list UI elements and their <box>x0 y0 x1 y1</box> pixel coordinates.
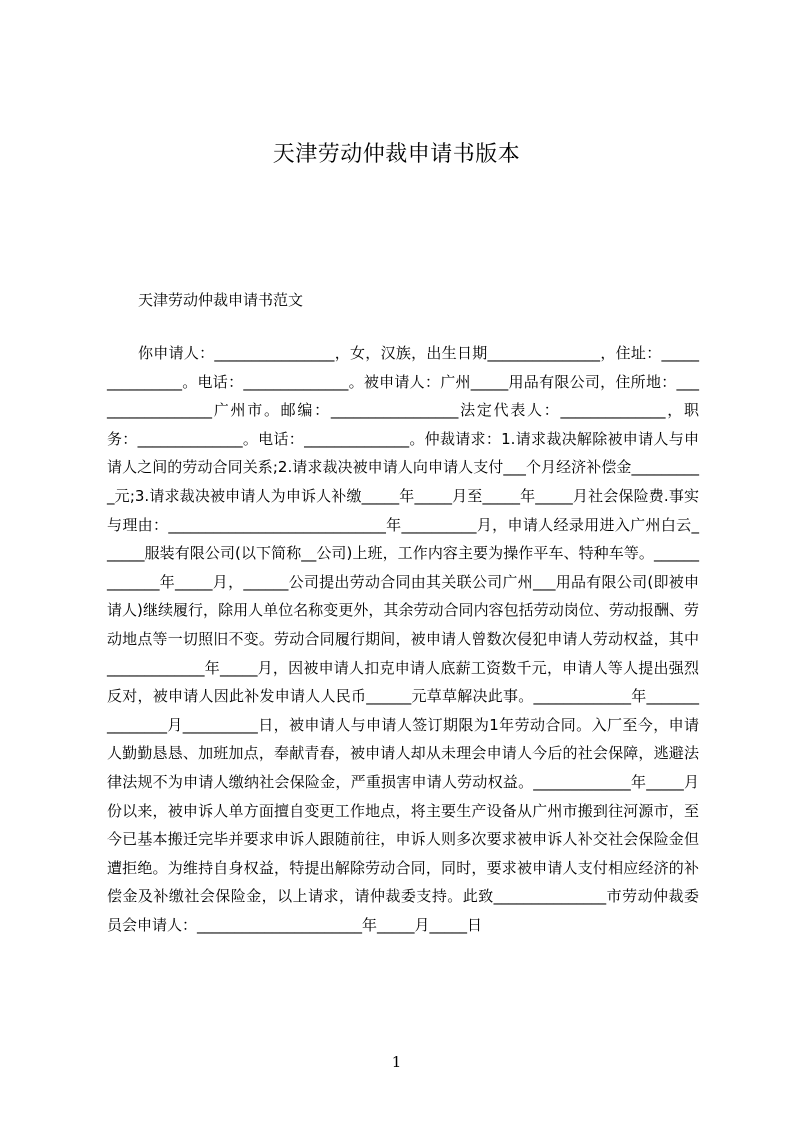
page-number: 1 <box>391 1053 402 1071</box>
body-paragraph: 你申请人：________________，女，汉族，出生日期_______________，住址：_______________。电话：______________。被申请人：广州_____用品有限公司，住所地：_________________广州市。邮编：_________________法定代表人：______________，职务：______________。电话：______________。仲裁请求：1.请求裁决解除被申请人与申请人之间的劳动合同关系;2.请求裁决被申请人向申请人支付___个月经济补偿金__________元;3.请求裁决被申请人为申诉人补缴_____年_____月至_____年_____月社会保险费.事实与理由：_____________________________年__________月，申请人经录用进入广州白云______服装有限公司(以下简称__公司)上班，工作内容主要为操作平车、特种车等。_____________年_____月，______公司提出劳动合同由其关联公司广州___用品有限公司(即被申请人)继续履行，除用人单位名称变更外，其余劳动合同内容包括劳动岗位、劳动报酬、劳动地点等一切照旧不变。劳动合同履行期间，被申请人曾数次侵犯申请人劳动权益，其中_____________年_____月，因被申请人扣克申请人底薪工资数千元，申请人等人提出强烈反对，被申请人因此补发申请人人民币______元草草解决此事。_____________年_______________月__________日，被申请人与申请人签订期限为1年劳动合同。入厂至今，申请人勤勤恳恳、加班加点，奉献青春，被申请人却从未理会申请人今后的社会保障，逃避法律法规不为申请人缴纳社会保险金，严重损害申请人劳动权益。_____________年_____月份以来，被申诉人单方面擅自变更工作地点，将主要生产设备从广州市搬到往河源市，至今已基本搬迁完毕并要求申诉人跟随前往，申诉人则多次要求被申诉人补交社会保险金但遭拒绝。为维持自身权益，特提出解除劳动合同，同时，要求被申请人支付相应经济的补偿金及补缴社会保险金，以上请求，请仲裁委支持。此致_______________市劳动仲裁委员会申请人：______________________年_____月_____日 <box>107 344 699 934</box>
document-subtitle: 天津劳动仲裁申请书范文 <box>138 291 304 309</box>
page-title: 天津劳动仲裁申请书版本 <box>272 142 521 167</box>
